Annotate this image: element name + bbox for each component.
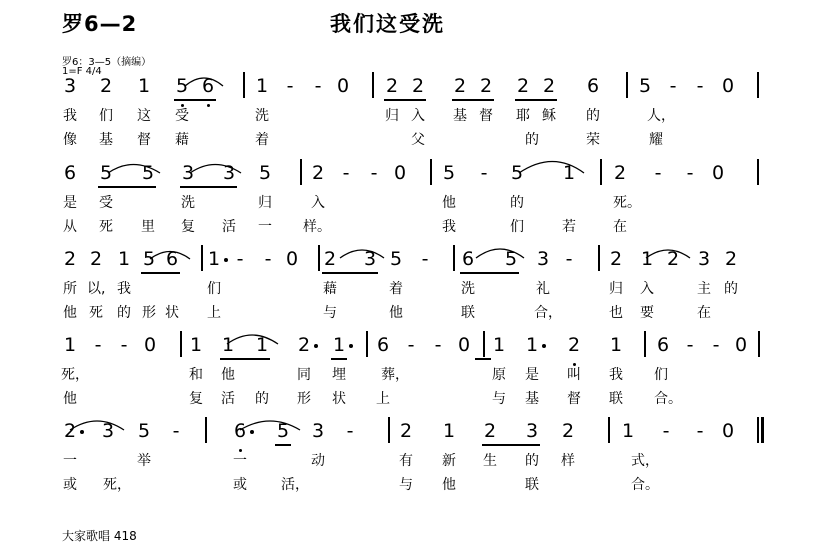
lyric-verse1: 的 — [586, 108, 600, 124]
rest: 0 — [721, 75, 735, 97]
lyric-verse1: 他 — [221, 367, 235, 383]
beam-underline — [141, 272, 180, 274]
note: 1 — [609, 334, 623, 356]
lyric-verse2: 着 — [255, 132, 269, 148]
lyric-verse2: 上 — [207, 305, 221, 321]
lyric-verse2: 状 — [165, 305, 179, 321]
dash-extension: - — [342, 162, 350, 184]
beam-underline — [174, 99, 216, 101]
augmentation-dot — [80, 430, 84, 434]
note: 3 — [101, 420, 115, 442]
dash-extension: - — [712, 334, 720, 356]
lyric-verse1: 一 — [63, 453, 77, 469]
lyric-verse1: 洗 — [461, 281, 475, 297]
note: 1 — [255, 75, 269, 97]
barline — [598, 245, 600, 271]
lyric-verse1: 这 — [137, 108, 151, 124]
note: 2 — [516, 75, 530, 97]
lyric-verse1: 受 — [99, 195, 113, 211]
lyric-verse2: 督 — [567, 391, 581, 407]
lyric-verse2: 藉 — [175, 132, 189, 148]
barline — [366, 331, 368, 357]
note: 3 — [63, 75, 77, 97]
lyric-verse1: 稣 — [542, 108, 556, 124]
final-barline — [757, 417, 759, 443]
note: 6 — [201, 75, 215, 97]
lyric-verse1: 和 — [189, 367, 203, 383]
lyric-verse2: 我 — [442, 219, 456, 235]
note: 2 — [479, 75, 493, 97]
note: 5 — [142, 248, 156, 270]
barline — [180, 331, 182, 357]
note: 2 — [99, 75, 113, 97]
lyric-verse2: 活 — [222, 219, 236, 235]
lyric-verse2: 死 — [99, 219, 113, 235]
note: 6 — [233, 420, 247, 442]
note: 2 — [613, 162, 627, 184]
source-note: 大家歌唱 418 — [62, 529, 137, 543]
lyric-verse1: 葬， — [381, 367, 409, 383]
note: 5 — [99, 162, 113, 184]
lyric-verse1: 所 — [63, 281, 77, 297]
lyric-verse1: 样 — [561, 453, 575, 469]
beam-underline — [275, 444, 291, 446]
lyric-verse1: 举 — [137, 453, 151, 469]
barline — [388, 417, 390, 443]
rest: 0 — [457, 334, 471, 356]
lyric-verse2: 他 — [63, 305, 77, 321]
lyric-verse2: 的 — [117, 305, 131, 321]
lyric-verse1: 基 — [453, 108, 467, 124]
dash-extension: - — [286, 75, 294, 97]
note: 2 — [63, 420, 77, 442]
augmentation-dot — [250, 430, 254, 434]
lyric-verse2: 或 — [233, 477, 247, 493]
lyric-verse2: 耀 — [649, 132, 663, 148]
barline — [205, 417, 207, 443]
note: 1 — [621, 420, 635, 442]
lyric-verse1: 同 — [297, 367, 311, 383]
rest: 0 — [393, 162, 407, 184]
dash-extension: - — [236, 248, 244, 270]
lyric-verse1: 是 — [525, 367, 539, 383]
lyric-verse1: 我 — [117, 281, 131, 297]
dash-extension: - — [94, 334, 102, 356]
dash-extension: - — [407, 334, 415, 356]
dash-extension: - — [686, 334, 694, 356]
lyric-verse1: 耶 — [516, 108, 530, 124]
note: 5 — [638, 75, 652, 97]
note: 2 — [89, 248, 103, 270]
octave-dot — [207, 104, 210, 107]
lyric-verse2: 联 — [609, 391, 623, 407]
note: 5 — [276, 420, 290, 442]
lyric-verse1: 人， — [647, 108, 675, 124]
rest: 0 — [734, 334, 748, 356]
note: 1 — [562, 162, 576, 184]
lyric-verse1: 礼 — [536, 281, 550, 297]
lyric-verse2: 与 — [492, 391, 506, 407]
lyric-verse2: 形 — [142, 305, 156, 321]
lyric-verse1: 归 — [609, 281, 623, 297]
dash-extension: - — [696, 420, 704, 442]
lyric-verse2: 合， — [534, 305, 562, 321]
note: 1 — [332, 334, 346, 356]
rest: 0 — [336, 75, 350, 97]
lyric-verse2: 活 — [221, 391, 235, 407]
note: 2 — [297, 334, 311, 356]
barline — [372, 72, 374, 98]
lyric-verse1: 以, — [87, 281, 106, 297]
note: 3 — [311, 420, 325, 442]
lyric-verse2: 要 — [640, 305, 654, 321]
scripture-reference: 罗6：3—5（摘编） — [62, 57, 152, 68]
beam-underline — [220, 358, 270, 360]
note: 2 — [399, 420, 413, 442]
note: 6 — [586, 75, 600, 97]
note: 1 — [255, 334, 269, 356]
note: 6 — [656, 334, 670, 356]
beam-underline — [460, 272, 519, 274]
lyric-verse2: 联 — [461, 305, 475, 321]
lyric-verse1: 有 — [399, 453, 413, 469]
note: 2 — [724, 248, 738, 270]
dash-extension: - — [662, 420, 670, 442]
note: 5 — [510, 162, 524, 184]
lyric-verse2: 父 — [411, 132, 425, 148]
rest: 0 — [711, 162, 725, 184]
lyric-verse2: 的 — [255, 391, 269, 407]
lyric-verse1: 的 — [510, 195, 524, 211]
song-title: 我们这受洗 — [330, 12, 445, 36]
rest: 0 — [721, 420, 735, 442]
lyric-verse2: 复 — [181, 219, 195, 235]
beam-underline — [515, 99, 557, 101]
dash-extension: - — [264, 248, 272, 270]
lyric-verse1: 入 — [411, 108, 425, 124]
lyric-verse1: 死。 — [613, 195, 641, 211]
note: 1 — [525, 334, 539, 356]
note: 2 — [609, 248, 623, 270]
lyric-verse2: 或 — [63, 477, 77, 493]
note: 1 — [221, 334, 235, 356]
lyric-verse1: 式， — [631, 453, 659, 469]
beam-underline — [322, 272, 378, 274]
barline — [600, 159, 602, 185]
augmentation-dot — [314, 344, 318, 348]
dash-extension: - — [314, 75, 322, 97]
lyric-verse1: 洗 — [255, 108, 269, 124]
lyric-verse1: 洗 — [181, 195, 195, 211]
key-signature: 1=F 4/4 — [62, 66, 102, 77]
lyric-verse2: 像 — [63, 132, 77, 148]
lyric-verse2: 在 — [613, 219, 627, 235]
note: 2 — [542, 75, 556, 97]
lyric-verse2: 形 — [297, 391, 311, 407]
lyric-verse1: 叫 — [567, 367, 581, 383]
lyric-verse2: 督 — [137, 132, 151, 148]
note: 6 — [165, 248, 179, 270]
barline — [201, 245, 203, 271]
note: 5 — [141, 162, 155, 184]
note: 3 — [222, 162, 236, 184]
lyric-verse1: 是 — [63, 195, 77, 211]
beam-underline — [98, 186, 156, 188]
beam-underline — [475, 358, 491, 360]
lyric-verse1: 入 — [311, 195, 325, 211]
dash-extension: - — [565, 248, 573, 270]
lyric-verse1: 一 — [233, 453, 247, 469]
lyric-verse1: 入 — [640, 281, 654, 297]
note: 2 — [385, 75, 399, 97]
note: 1 — [640, 248, 654, 270]
note: 1 — [189, 334, 203, 356]
lyric-verse2: 他 — [442, 477, 456, 493]
note: 2 — [567, 334, 581, 356]
note: 2 — [311, 162, 325, 184]
lyric-verse2: 死 — [89, 305, 103, 321]
barline — [644, 331, 646, 357]
note: 1 — [63, 334, 77, 356]
lyric-verse2: 复 — [189, 391, 203, 407]
lyric-verse2: 联 — [525, 477, 539, 493]
augmentation-dot — [542, 344, 546, 348]
lyric-verse2: 他 — [389, 305, 403, 321]
lyric-verse2: 一 — [258, 219, 272, 235]
dash-extension: - — [696, 75, 704, 97]
beam-underline — [482, 444, 540, 446]
dash-extension: - — [370, 162, 378, 184]
lyric-verse2: 活， — [281, 477, 309, 493]
note: 6 — [376, 334, 390, 356]
lyric-verse2: 从 — [63, 219, 77, 235]
lyric-verse2: 死， — [103, 477, 131, 493]
lyric-verse2: 状 — [332, 391, 346, 407]
note: 3 — [536, 248, 550, 270]
rest: 0 — [285, 248, 299, 270]
lyric-verse1: 他 — [442, 195, 456, 211]
barline — [300, 159, 302, 185]
note: 5 — [175, 75, 189, 97]
dash-extension: - — [686, 162, 694, 184]
lyric-verse2: 在 — [697, 305, 711, 321]
lyric-verse1: 生 — [483, 453, 497, 469]
lyric-verse1: 们 — [654, 367, 668, 383]
dash-extension: - — [421, 248, 429, 270]
lyric-verse1: 受 — [175, 108, 189, 124]
barline — [758, 331, 760, 357]
lyric-verse2: 他 — [63, 391, 77, 407]
note: 2 — [323, 248, 337, 270]
note: 5 — [442, 162, 456, 184]
note: 3 — [181, 162, 195, 184]
note: 2 — [483, 420, 497, 442]
lyric-verse2: 合。 — [631, 477, 659, 493]
lyric-verse1: 动 — [311, 453, 325, 469]
passage-code: 罗6—2 — [62, 12, 138, 36]
beam-underline — [452, 99, 494, 101]
lyric-verse1: 们 — [99, 108, 113, 124]
lyric-verse2: 与 — [399, 477, 413, 493]
note: 2 — [561, 420, 575, 442]
barline — [430, 159, 432, 185]
note: 1 — [117, 248, 131, 270]
lyric-verse2: 们 — [510, 219, 524, 235]
lyric-verse2: 合。 — [654, 391, 682, 407]
lyric-verse2: 与 — [323, 305, 337, 321]
lyric-verse1: 主 — [697, 281, 711, 297]
barline — [453, 245, 455, 271]
lyric-verse1: 死， — [61, 367, 89, 383]
note: 2 — [666, 248, 680, 270]
note: 3 — [363, 248, 377, 270]
note: 3 — [697, 248, 711, 270]
barline — [757, 72, 759, 98]
lyric-verse1: 督 — [479, 108, 493, 124]
note: 1 — [207, 248, 221, 270]
note: 5 — [258, 162, 272, 184]
lyric-verse1: 我 — [609, 367, 623, 383]
dash-extension: - — [480, 162, 488, 184]
lyric-verse1: 的 — [724, 281, 738, 297]
note: 2 — [453, 75, 467, 97]
dash-extension: - — [654, 162, 662, 184]
lyric-verse2: 若 — [562, 219, 576, 235]
lyric-verse2: 基 — [525, 391, 539, 407]
lyric-verse1: 着 — [389, 281, 403, 297]
note: 5 — [389, 248, 403, 270]
note: 2 — [411, 75, 425, 97]
dash-extension: - — [120, 334, 128, 356]
note: 1 — [442, 420, 456, 442]
barline — [626, 72, 628, 98]
lyric-verse1: 藉 — [323, 281, 337, 297]
barline — [483, 331, 485, 357]
dash-extension: - — [669, 75, 677, 97]
augmentation-dot — [349, 344, 353, 348]
augmentation-dot — [224, 258, 228, 262]
lyric-verse2: 基 — [99, 132, 113, 148]
lyric-verse1: 归 — [385, 108, 399, 124]
lyric-verse2: 上 — [376, 391, 390, 407]
note: 3 — [525, 420, 539, 442]
lyric-verse2: 样。 — [303, 219, 331, 235]
beam-underline — [180, 186, 237, 188]
lyric-verse2: 荣 — [586, 132, 600, 148]
barline — [608, 417, 610, 443]
note: 6 — [63, 162, 77, 184]
note: 6 — [461, 248, 475, 270]
lyric-verse1: 埋 — [332, 367, 346, 383]
lyric-verse2: 的 — [525, 132, 539, 148]
lyric-verse1: 归 — [258, 195, 272, 211]
dash-extension: - — [346, 420, 354, 442]
lyric-verse1: 新 — [442, 453, 456, 469]
barline — [243, 72, 245, 98]
lyric-verse2: 也 — [609, 305, 623, 321]
beam-underline — [384, 99, 426, 101]
lyric-verse1: 的 — [525, 453, 539, 469]
dash-extension: - — [172, 420, 180, 442]
note: 5 — [137, 420, 151, 442]
lyric-verse1: 原 — [492, 367, 506, 383]
final-barline-thick — [761, 417, 764, 443]
lyric-verse1: 们 — [207, 281, 221, 297]
rest: 0 — [143, 334, 157, 356]
note: 1 — [492, 334, 506, 356]
note: 1 — [137, 75, 151, 97]
lyric-verse2: 里 — [141, 219, 155, 235]
lyric-verse1: 我 — [63, 108, 77, 124]
note: 5 — [504, 248, 518, 270]
barline — [757, 159, 759, 185]
barline — [318, 245, 320, 271]
note: 2 — [63, 248, 77, 270]
dash-extension: - — [434, 334, 442, 356]
beam-underline — [331, 358, 347, 360]
